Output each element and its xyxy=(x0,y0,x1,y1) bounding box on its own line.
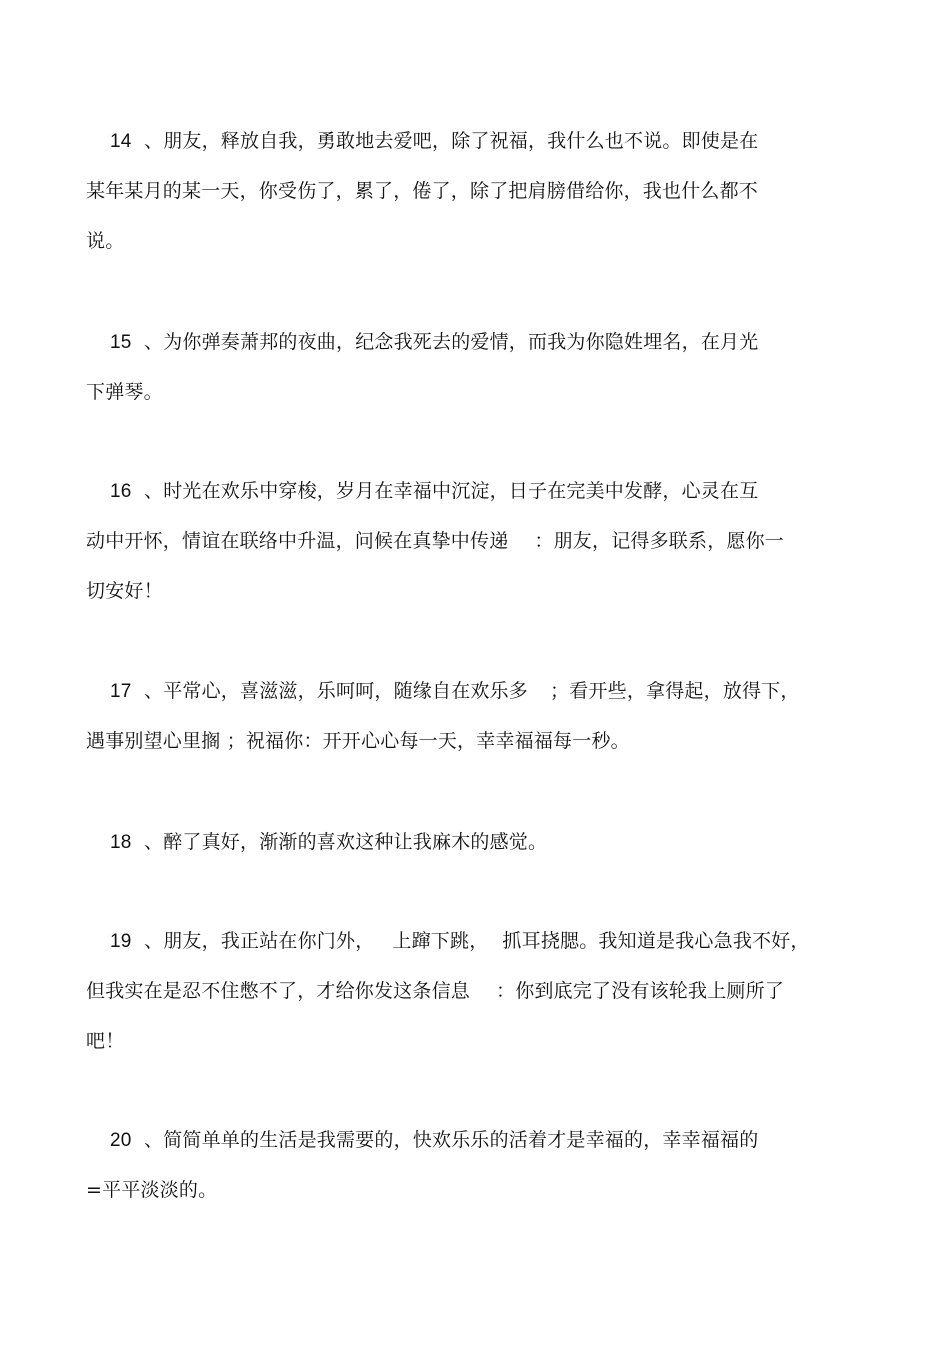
entry-text: ：你到底完了没有该轮我上厕所了 xyxy=(496,980,785,1002)
entry-19 xyxy=(86,916,856,1066)
entry-line xyxy=(86,566,856,616)
entry-text: 、朋友，我正站在你门外， xyxy=(144,930,375,952)
entry-line xyxy=(86,1016,856,1066)
entry-line xyxy=(86,317,856,367)
entry-line xyxy=(86,367,856,417)
entry-18 xyxy=(86,817,856,867)
entry-number: 14 xyxy=(110,131,132,152)
entry-line xyxy=(86,817,856,867)
entry-line xyxy=(86,516,856,566)
entry-text: 、醉了真好，渐渐的喜欢这种让我麻木的感觉。 xyxy=(144,831,548,853)
entry-text: 上蹿下跳， xyxy=(392,930,489,952)
entry-text: 抓耳挠腮。我知道是我心急我不好， xyxy=(502,930,810,952)
entry-number: 19 xyxy=(110,931,132,952)
entry-text: ：朋友，记得多联系，愿你一 xyxy=(534,530,785,552)
entry-line xyxy=(86,716,856,766)
entry-text: 动中开怀，情谊在联络中升温，问候在真挚中传递 xyxy=(86,530,509,552)
entry-text: ；看开些，拿得起，放得下， xyxy=(550,680,800,702)
entry-line xyxy=(86,466,856,516)
entry-text: 、朋友，释放自我，勇敢地去爱吧，除了祝福，我什么也不说。即使是在 xyxy=(144,130,759,152)
entry-text: 、简简单单的生活是我需要的，快欢乐乐的活着才是幸福的，幸幸福福的 xyxy=(144,1129,759,1151)
entry-line xyxy=(86,216,856,266)
entry-line xyxy=(86,1165,856,1215)
entry-line xyxy=(86,1115,856,1165)
entry-line xyxy=(86,666,856,716)
entry-text: 某年某月的某一天，你受伤了，累了，倦了，除了把肩膀借给你，我也什么都不 xyxy=(86,180,759,202)
entry-20 xyxy=(86,1115,856,1215)
entry-text: 但我实在是忍不住憋不了，才给你发这条信息 xyxy=(86,980,471,1002)
entry-text: =平平淡淡的。 xyxy=(86,1179,218,1201)
entry-number: 20 xyxy=(110,1130,132,1151)
entry-15 xyxy=(86,317,856,417)
entry-text: 下弹琴。 xyxy=(86,381,163,403)
entry-number: 15 xyxy=(110,332,132,353)
entry-text: 切安好！ xyxy=(86,580,163,602)
entry-16 xyxy=(86,466,856,616)
entry-text: 吧！ xyxy=(86,1030,125,1052)
entry-line xyxy=(86,116,856,166)
entry-number: 18 xyxy=(110,832,132,853)
entry-text: 、时光在欢乐中穿梭，岁月在幸福中沉淀，日子在完美中发酵，心灵在互 xyxy=(144,480,759,502)
entry-text: 、平常心，喜滋滋，乐呵呵，随缘自在欢乐多 xyxy=(144,680,529,702)
entry-number: 16 xyxy=(110,481,132,502)
entry-17 xyxy=(86,666,856,766)
entry-text: 、为你弹奏萧邦的夜曲，纪念我死去的爱情，而我为你隐姓埋名，在月光 xyxy=(144,331,759,353)
entry-text: 遇事别望心里搁 ；祝福你：开开心心每一天，幸幸福福每一秒。 xyxy=(86,730,630,752)
entry-line xyxy=(86,166,856,216)
entry-line xyxy=(86,966,856,1016)
entry-number: 17 xyxy=(110,681,132,702)
entry-line xyxy=(86,916,856,966)
entry-text: 说。 xyxy=(86,230,125,252)
entry-14 xyxy=(86,116,856,266)
